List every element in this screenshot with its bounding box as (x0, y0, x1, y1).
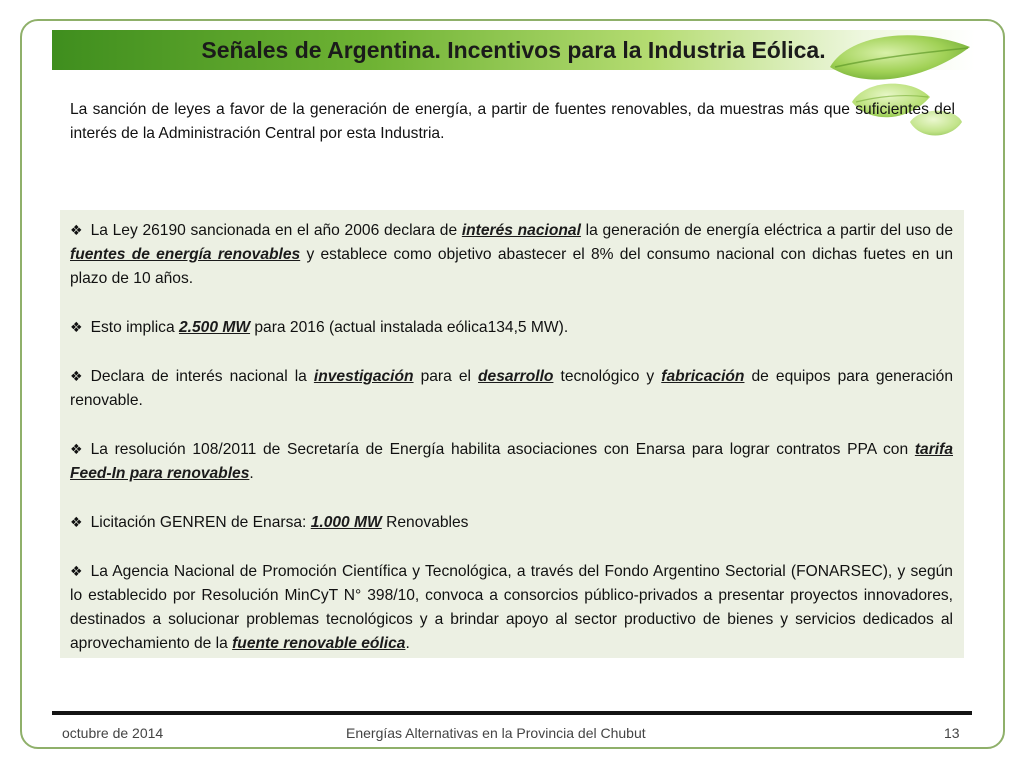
bullet-text: tecnológico y (553, 368, 662, 385)
diamond-bullet-icon: ❖ (70, 514, 83, 530)
bullet-emphasis: investigación (313, 368, 414, 385)
bullet-text: y establece como objetivo abastecer el 8% del consumo nacional con dichas fuetes en un plazo de 10 años. (70, 246, 953, 287)
bullet-emphasis: interés nacional (461, 222, 581, 239)
bullet-item (70, 315, 953, 340)
bullet-emphasis: desarrollo (478, 368, 554, 385)
bullet-text: Declara de interés nacional la (90, 368, 314, 385)
diamond-bullet-icon: ❖ (70, 441, 83, 457)
bullet-text: La resolución 108/2011 de Secretaría de Energía habilita asociaciones con Enarsa para lograr contratos PPA con (90, 441, 915, 458)
diamond-bullet-icon: ❖ (70, 222, 83, 238)
content-box (60, 210, 964, 658)
footer-title: Energías Alternativas en la Provincia del Chubut (346, 725, 646, 741)
bullet-item (70, 364, 953, 413)
bullet-text: Licitación GENREN de Enarsa: (90, 514, 311, 531)
green-leaves-icon (790, 22, 1000, 172)
bullet-text: para el (413, 368, 479, 385)
bullet-item (70, 218, 953, 291)
bullet-emphasis: tarifa Feed-In para renovables (70, 441, 953, 482)
diamond-bullet-icon: ❖ (70, 368, 83, 384)
bullet-text: Esto implica (90, 319, 179, 336)
diamond-bullet-icon: ❖ (70, 319, 83, 335)
page-number: 13 (944, 725, 960, 741)
bullet-text: Renovables (381, 514, 469, 531)
bullet-emphasis: fabricación (661, 368, 745, 385)
bullet-emphasis: fuente renovable eólica (232, 635, 406, 652)
bullet-emphasis: fuentes de energía renovables (70, 246, 301, 263)
bullet-text: la generación de energía eléctrica a partir del uso de (580, 222, 953, 239)
slide-title: Señales de Argentina. Incentivos para la Industria Eólica. (201, 37, 826, 63)
bullet-text: La Agencia Nacional de Promoción Científica y Tecnológica, a través del Fondo Argentino Sectorial (FONARSEC), y según lo establecido por Resolución MinCyT N° 398/10, convoca a consorcios público-privados a presentar proyectos innovadores, destinados a solucionar problemas tecnológicos y a brindar apoyo al sector productivo de bienes y servicios dedicados al aprovechamiento de la (70, 563, 953, 652)
bullet-item (70, 510, 953, 535)
bullet-item (70, 437, 953, 486)
footer-date: octubre de 2014 (62, 725, 164, 741)
bullet-emphasis: 2.500 MW (178, 319, 251, 336)
diamond-bullet-icon: ❖ (70, 563, 83, 579)
bullet-text: La Ley 26190 sancionada en el año 2006 declara de (90, 222, 462, 239)
bullet-list (70, 218, 953, 656)
bullet-text: para 2016 (actual instalada eólica134,5 MW). (250, 319, 569, 336)
bullet-emphasis: 1.000 MW (310, 514, 382, 531)
bullet-text: . (405, 635, 410, 652)
bullet-text: . (249, 465, 254, 482)
intro-paragraph: La sanción de leyes a favor de la generación de energía, a partir de fuentes renovables, da muestras más que suficientes del interés de la Administración Central por esta Industria. (70, 101, 955, 142)
bullet-item (70, 559, 953, 656)
bullet-text: de equipos para generación renovable. (70, 368, 953, 409)
footer-divider (52, 711, 972, 715)
